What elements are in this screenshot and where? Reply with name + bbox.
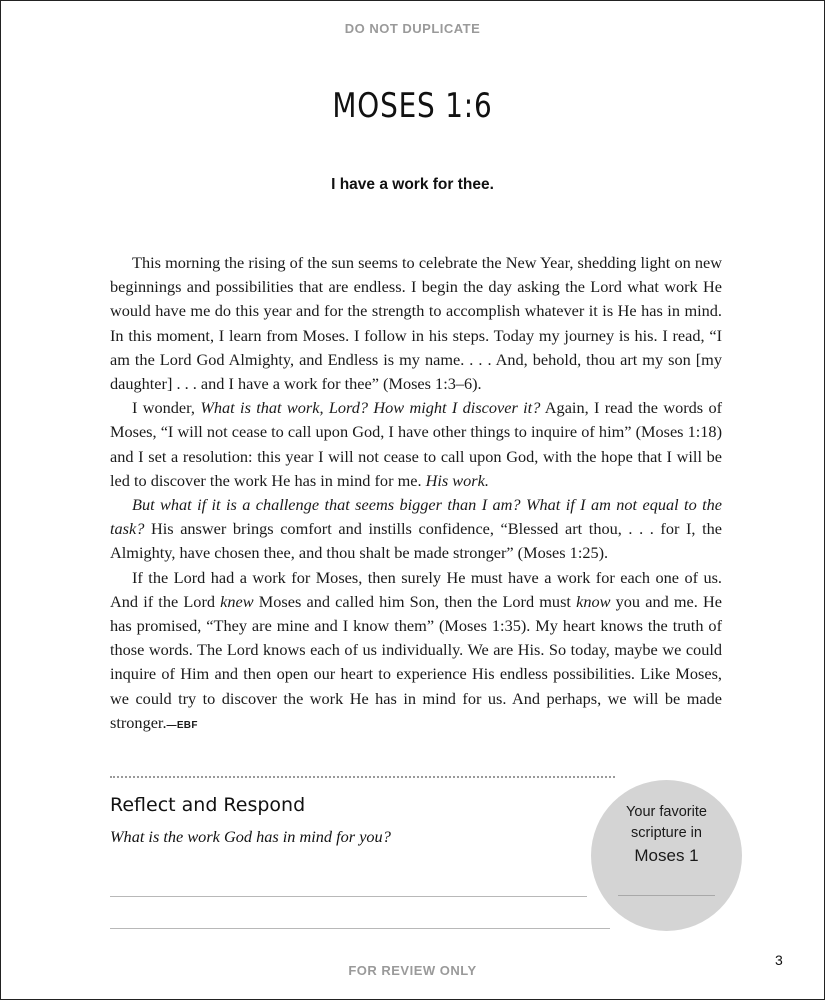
page-title: MOSES 1:6	[332, 86, 493, 126]
paragraph-3-italic-question: But what if it is a challenge that seems bigger than I am? What if I am not equal to the task?	[110, 495, 722, 539]
watermark-bottom: FOR REVIEW ONLY	[348, 963, 477, 978]
writing-line-2	[110, 928, 610, 929]
paragraph-3-text-b: His answer brings comfort and instills confidence, “Blessed art thou, . . . for I, the Almighty, have chosen thee, and thou shalt be made stronger” (Moses 1:25).	[110, 519, 722, 563]
paragraph-4	[110, 566, 722, 738]
circle-line-1: Your favorite	[626, 804, 707, 820]
page-number: 3	[775, 952, 783, 968]
paragraph-4-italic-knew: knew	[220, 591, 254, 611]
watermark-top: DO NOT DUPLICATE	[344, 21, 481, 36]
paragraph-4-text-a: If the Lord had a work for Moses, then surely He must have a work for each one of us. And if the Lord	[110, 567, 722, 611]
reflect-heading: Reflect and Respond	[110, 794, 306, 816]
paragraph-4-text-e: you and me. He has promised, “They are mine and I know them” (Moses 1:35). My heart knows the truth of those words. The Lord knows each of us individually. We are His. So today, maybe we could inquire of Him and then open our heart to experience His endless possibilities. Like Moses, we could try to discover the work He has in mind for us. And perhaps, we will be made stronger.	[110, 591, 723, 732]
circle-line-2: scripture in	[631, 825, 702, 841]
paragraph-3	[110, 493, 722, 566]
circle-text	[591, 802, 742, 868]
scripture-subtitle: I have a work for thee.	[331, 176, 494, 193]
writing-line-1	[110, 896, 587, 897]
paragraph-4-text-c: Moses and called him Son, then the Lord must	[253, 591, 577, 611]
paragraph-1: This morning the rising of the sun seems to celebrate the New Year, shedding light on new beginnings and possibilities that are endless. I begin the day asking the Lord what work He would have me do this year and for the strength to accomplish whatever it is He has in mind. In this moment, I learn from Moses. I follow in his steps. Today my journey is his. I read, “I am the Lord God Almighty, and Endless is my name. . . . And, behold, thou art my son [my daughter] . . . and I have a work for thee” (Moses 1:3–6).	[110, 253, 722, 394]
paragraph-2	[110, 396, 722, 493]
circle-line-3: Moses 1	[634, 846, 699, 865]
reflect-prompt: What is the work God has in mind for you?	[110, 827, 391, 846]
paragraph-2-italic-his-work: His work.	[425, 470, 489, 490]
paragraph-2-text-c: Again, I read the words of Moses, “I will not cease to call upon God, I have other things to inquire of him” (Moses 1:18) and I set a resolution: this year I will not cease to call upon God, with the hope that I will be led to discover the work He has in mind for me.	[110, 398, 723, 490]
paragraph-2-text-a: I wonder,	[132, 398, 201, 418]
paragraph-2-italic-question: What is that work, Lord? How might I discover it?	[200, 398, 541, 418]
devotional-body	[110, 251, 722, 738]
circle-writing-line	[618, 895, 715, 896]
author-signature: —EBF	[166, 719, 198, 731]
section-divider	[110, 776, 615, 778]
paragraph-4-italic-know: know	[576, 591, 611, 611]
favorite-scripture-circle	[591, 780, 742, 931]
